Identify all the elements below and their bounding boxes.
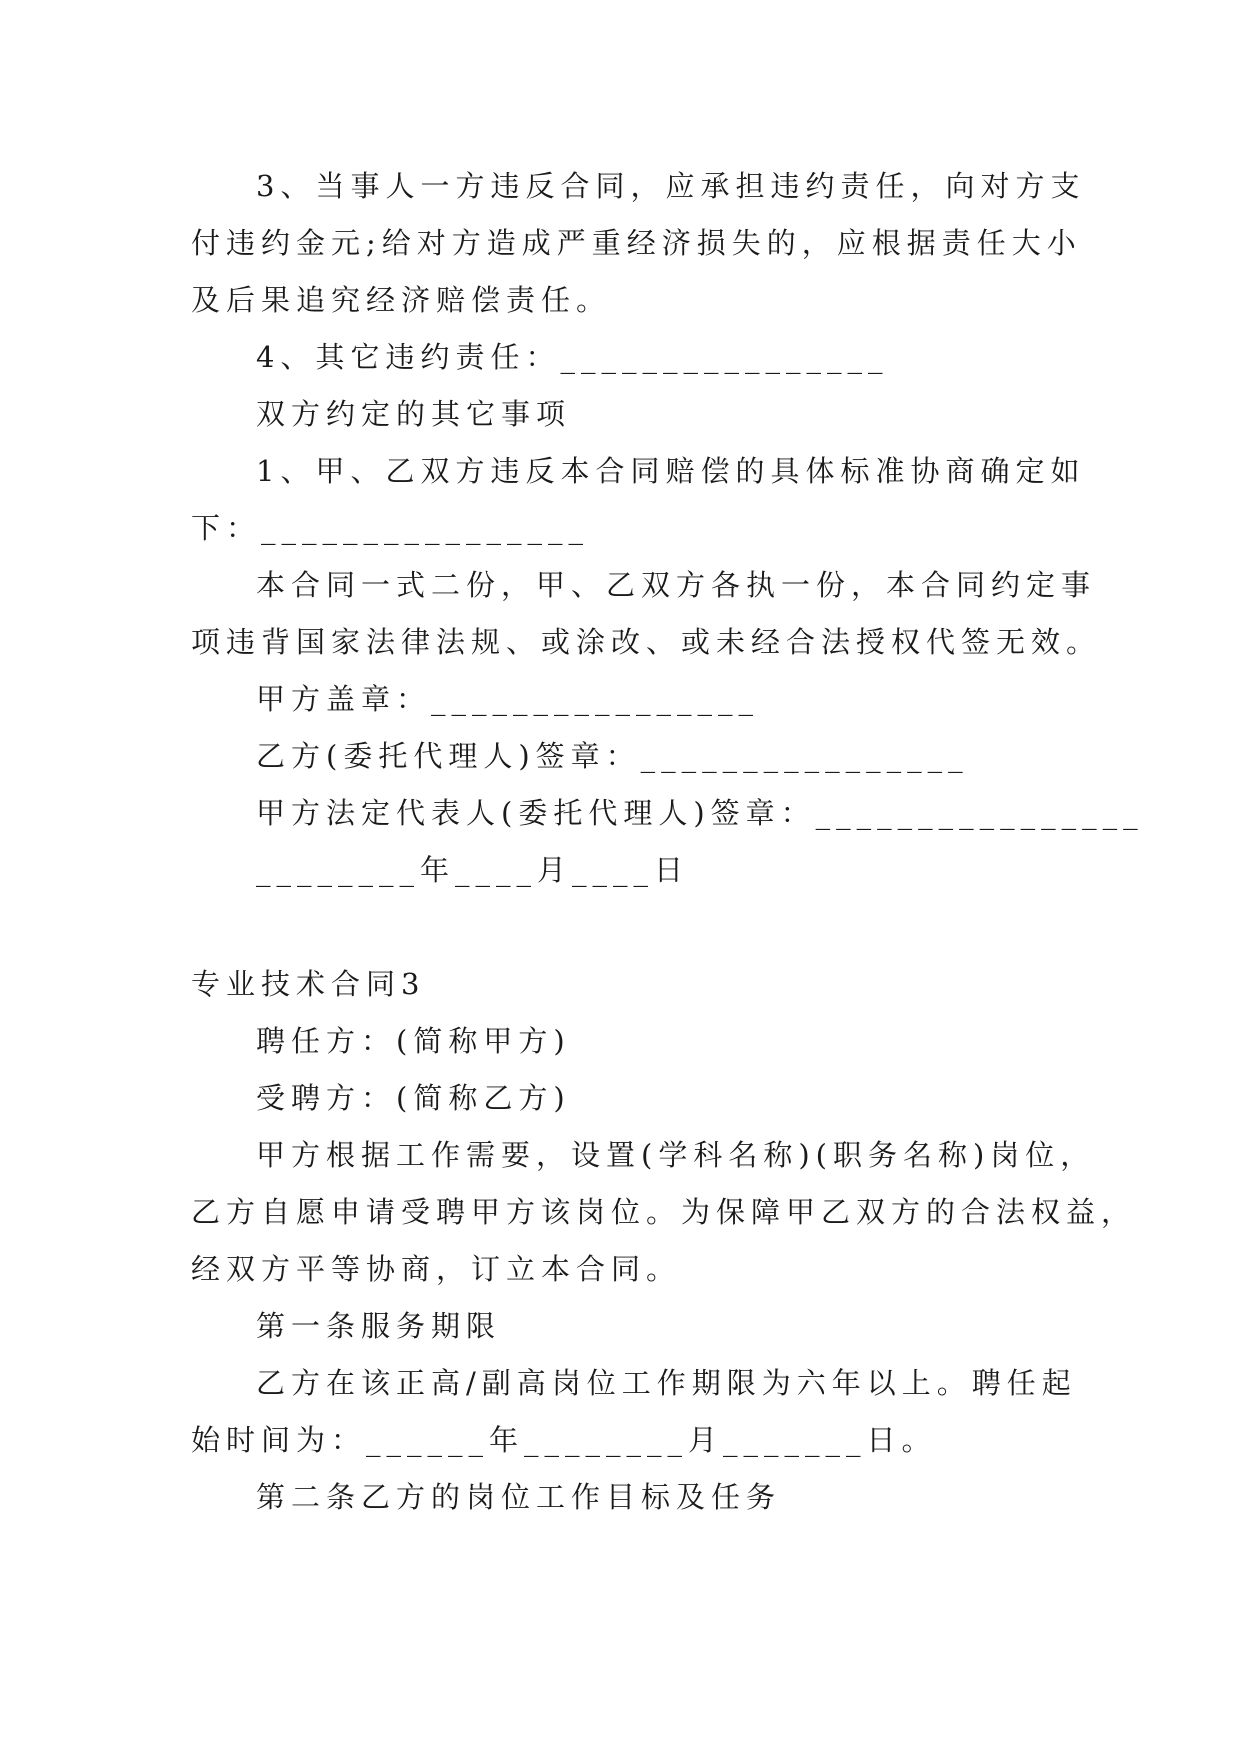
paragraph-line: 1、甲、乙双方违反本合同赔偿的具体标准协商确定如 — [256, 454, 1086, 488]
paragraph-line: 乙方自愿申请受聘甲方该岗位。为保障甲乙双方的合法权益， — [191, 1195, 1137, 1229]
signature-line: 甲方盖章：________________ — [256, 682, 760, 716]
paragraph-line: 本合同一式二份，甲、乙双方各执一份，本合同约定事 — [256, 568, 1097, 602]
party-line: 聘任方：(简称甲方) — [256, 1024, 571, 1058]
paragraph-line: 经双方平等协商，订立本合同。 — [191, 1252, 682, 1286]
signature-line: 甲方法定代表人(委托代理人)签章：________________ — [256, 796, 1144, 830]
article-heading: 第二条乙方的岗位工作目标及任务 — [256, 1480, 782, 1514]
paragraph-line: 下：________________ — [191, 511, 590, 545]
paragraph-line: 及后果追究经济赔偿责任。 — [191, 283, 612, 317]
section-heading: 双方约定的其它事项 — [256, 397, 572, 431]
article-heading: 第一条服务期限 — [256, 1309, 502, 1343]
paragraph-line: 乙方在该正高/副高岗位工作期限为六年以上。聘任起 — [256, 1366, 1077, 1400]
party-line: 受聘方：(简称乙方) — [256, 1081, 571, 1115]
paragraph-line: 4、其它违约责任：________________ — [256, 340, 889, 374]
paragraph-line: 甲方根据工作需要，设置(学科名称)(职务名称)岗位， — [256, 1138, 1096, 1172]
paragraph-line: 3、当事人一方违反合同，应承担违约责任，向对方支 — [256, 169, 1086, 203]
paragraph-line: 始时间为：______年________月_______日。 — [191, 1423, 937, 1457]
signature-line: 乙方(委托代理人)签章：________________ — [256, 739, 969, 773]
paragraph-line: 付违约金元;给对方造成严重经济损失的，应根据责任大小 — [191, 226, 1082, 260]
document-title: 专业技术合同3 — [191, 967, 426, 1001]
date-line: ________年____月____日 — [256, 853, 690, 887]
paragraph-line: 项违背国家法律法规、或涂改、或未经合法授权代签无效。 — [191, 625, 1102, 659]
